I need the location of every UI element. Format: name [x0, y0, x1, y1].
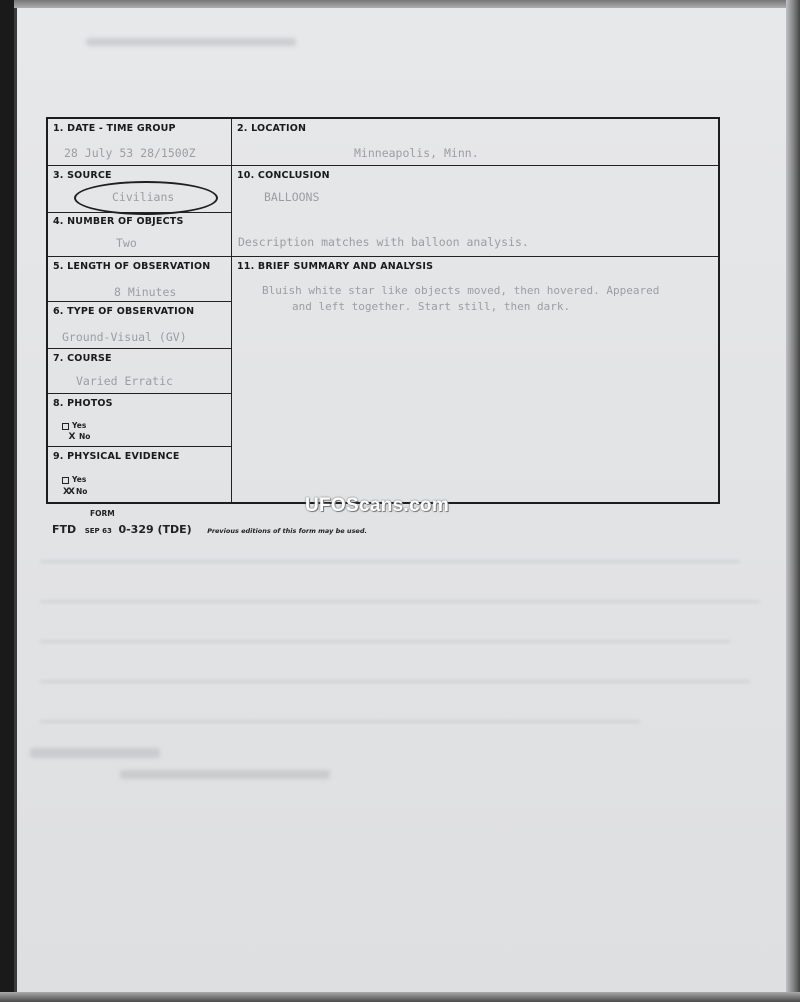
scan-right-edge [786, 0, 800, 1002]
date-time-group-cell [48, 119, 232, 166]
physical-evidence-yes-option [62, 475, 86, 484]
scan-bottom-edge [0, 992, 800, 1002]
summary-cell [232, 257, 718, 502]
number-of-objects-label: 4. NUMBER OF OBJECTS [53, 216, 184, 227]
length-of-observation-label: 5. LENGTH OF OBSERVATION [53, 261, 211, 272]
form-ftd: FTD [52, 523, 77, 536]
photos-label: 8. PHOTOS [53, 398, 113, 409]
bleed-smudge [30, 748, 160, 758]
photos-no-text: No [79, 432, 91, 441]
checkbox-icon [62, 423, 69, 430]
bleed-line [40, 720, 640, 723]
project-card-form [46, 117, 720, 504]
location-cell [232, 119, 718, 166]
date-time-group-value: 28 July 53 28/1500Z [64, 146, 196, 160]
type-of-observation-value: Ground-Visual (GV) [62, 330, 187, 344]
photos-yes-option [62, 421, 86, 430]
summary-line-1: Bluish white star like objects moved, then hovered. Appeared [262, 284, 660, 297]
length-of-observation-value: 8 Minutes [114, 285, 177, 299]
photos-cell [48, 394, 232, 447]
bleed-line [40, 600, 760, 603]
date-time-group-label: 1. DATE - TIME GROUP [53, 123, 176, 134]
course-value: Varied Erratic [76, 374, 173, 388]
bleed-smudge [120, 770, 330, 779]
number-of-objects-cell [48, 213, 232, 257]
conclusion-value: BALLOONS [264, 190, 320, 204]
source-circled-mark [74, 181, 218, 215]
photos-no-option [65, 432, 90, 442]
location-value: Minneapolis, Minn. [354, 146, 479, 160]
physical-evidence-label: 9. PHYSICAL EVIDENCE [53, 451, 180, 462]
bleed-line [40, 680, 750, 683]
physical-evidence-cell [48, 447, 232, 502]
type-of-observation-cell [48, 302, 232, 349]
summary-label: 11. BRIEF SUMMARY AND ANALYSIS [237, 261, 434, 272]
form-number: 0-329 (TDE) [118, 523, 192, 536]
form-note: Previous editions of this form may be used. [207, 527, 367, 535]
bleed-line [40, 640, 730, 643]
source-label: 3. SOURCE [53, 170, 112, 181]
summary-line-2: and left together. Start still, then dark. [292, 300, 571, 313]
course-cell [48, 349, 232, 394]
bleed-smudge [86, 38, 296, 46]
form-word: FORM [90, 509, 115, 518]
checked-box-icon: X [68, 431, 74, 442]
physical-evidence-no-option [62, 487, 87, 497]
bleed-line [40, 560, 740, 563]
course-label: 7. COURSE [53, 353, 112, 364]
source-value: Civilians [112, 190, 175, 204]
physical-evidence-yes-text: Yes [72, 475, 87, 484]
photos-yes-text: Yes [72, 421, 87, 430]
checkbox-icon [62, 477, 69, 484]
conclusion-description: Description matches with balloon analysis. [238, 235, 529, 249]
number-of-objects-value: Two [116, 236, 137, 250]
location-label: 2. LOCATION [237, 123, 307, 134]
length-of-observation-cell [48, 257, 232, 302]
form-date: SEP 63 [84, 527, 112, 535]
type-of-observation-label: 6. TYPE OF OBSERVATION [53, 306, 195, 317]
checked-box-icon: XX [63, 486, 73, 497]
conclusion-cell [232, 166, 718, 257]
physical-evidence-no-text: No [76, 487, 88, 496]
conclusion-label: 10. CONCLUSION [237, 170, 330, 181]
site-watermark: UFOScans.com [305, 495, 450, 516]
